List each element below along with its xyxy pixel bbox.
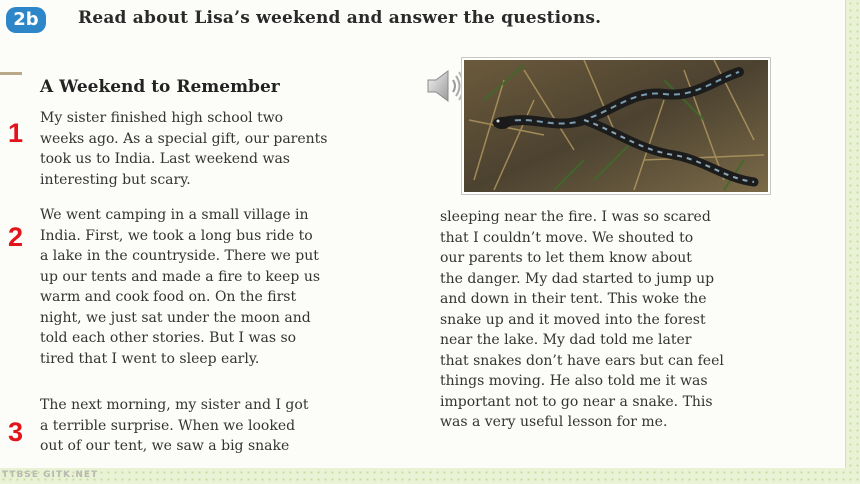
text-line: a lake in the countryside. There we put [40, 248, 319, 264]
text-line: important not to go near a snake. This [440, 393, 713, 410]
text-line: snake up and it moved into the forest [440, 311, 706, 328]
text-line: and down in their tent. This woke the [440, 291, 707, 307]
text-line: near the lake. My dad told me later [440, 332, 692, 348]
text-line: was a very useful lesson for me. [440, 414, 668, 430]
text-line: The next morning, my sister and I got [40, 397, 309, 413]
text-line: a terrible surprise. When we looked [40, 417, 296, 434]
text-line: tired that I went to sleep early. [40, 350, 260, 367]
paragraph-marker-3: 3 [8, 417, 24, 447]
text-line: warm and cook food on. On the first [40, 289, 297, 305]
paragraph-2 [40, 205, 320, 369]
text-line: that snakes don’t have ears but can feel [440, 352, 724, 369]
text-line: that I couldn’t move. We shouted to [440, 229, 694, 246]
text-line: India. First, we took a long bus ride to [40, 227, 313, 244]
text-line: took us to India. Last weekend was [40, 151, 290, 167]
snake-photo [462, 58, 770, 194]
paragraph-3-continued [440, 207, 724, 433]
text-line: told each other stories. But I was so [40, 330, 297, 346]
paragraph-marker-1: 1 [8, 118, 24, 148]
text-line: up our tents and made a fire to keep us [40, 268, 321, 285]
text-line: things moving. He also told me it was [440, 373, 708, 389]
text-line: interesting but scary. [40, 171, 191, 188]
text-line: sleeping near the fire. I was so scared [440, 209, 711, 225]
paragraph-1 [40, 108, 327, 190]
text-line: out of our tent, we saw a big snake [40, 438, 290, 454]
text-line: the danger. My dad started to jump up [440, 270, 715, 287]
exercise-badge: 2b [6, 7, 46, 33]
text-line: night, we just sat under the moon and [40, 309, 311, 326]
instruction-text: Read about Lisa’s weekend and answer the questions. [78, 8, 602, 28]
article-title: A Weekend to Remember [40, 77, 280, 97]
paragraph-3 [40, 395, 308, 457]
text-line: our parents to let them know about [440, 250, 692, 266]
text-line: We went camping in a small village in [40, 207, 309, 223]
header-rule [0, 72, 22, 75]
watermark: TTBSE GITK.NET [2, 470, 99, 480]
text-line: weeks ago. As a special gift, our parents [40, 130, 328, 147]
text-line: My sister finished high school two [40, 110, 284, 126]
paragraph-marker-2: 2 [8, 222, 24, 252]
